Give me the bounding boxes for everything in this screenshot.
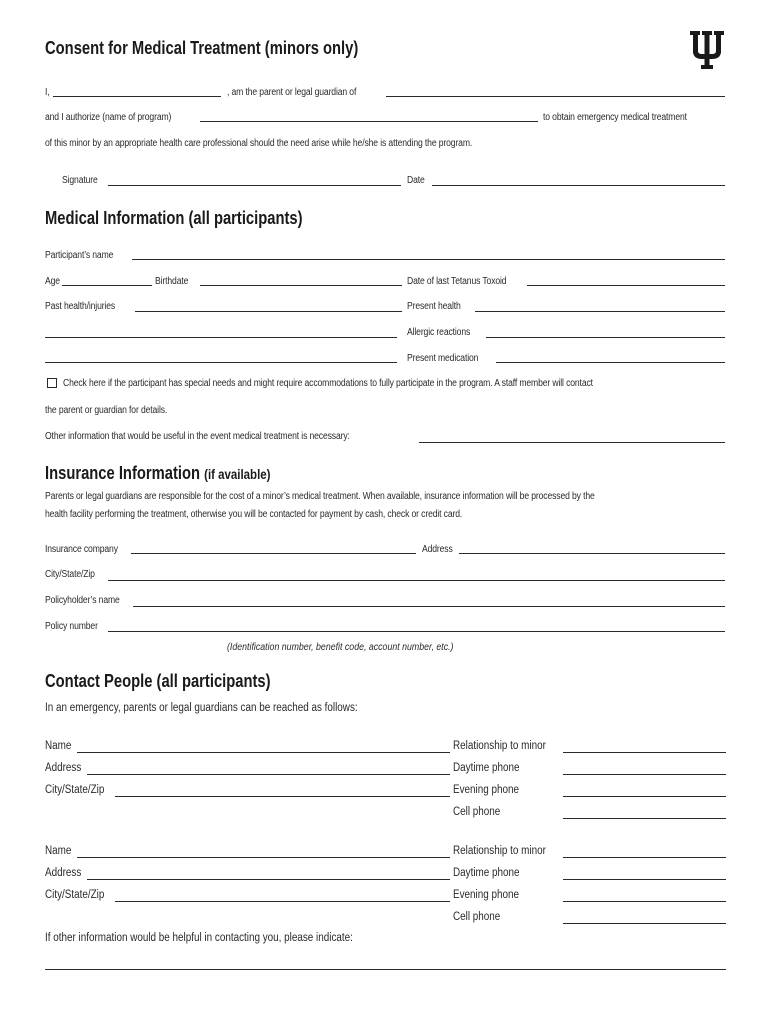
contact-1-relationship-label: Relationship to minor <box>453 740 546 752</box>
consent-i-label: I, <box>45 87 50 98</box>
past-health-field[interactable] <box>135 311 402 312</box>
insurance-desc-1: Parents or legal guardians are responsible for the cost of a minor’s medical treatment. When available, insurance information will be processed by the <box>45 491 595 502</box>
trident-logo-icon <box>690 31 724 73</box>
past-health-field-line-3[interactable] <box>45 362 397 363</box>
insurance-city-label: City/State/Zip <box>45 569 95 580</box>
insurance-title-suffix: (if available) <box>204 466 271 482</box>
birthdate-field[interactable] <box>200 285 402 286</box>
guardian-name-field[interactable] <box>53 96 221 97</box>
consent-program-label: and I authorize (name of program) <box>45 112 172 123</box>
contact-2-daytime-field[interactable] <box>563 879 726 880</box>
contact-2-evening-field[interactable] <box>563 901 726 902</box>
present-health-label: Present health <box>407 301 461 312</box>
past-health-label: Past health/injuries <box>45 301 116 312</box>
contact-2-relationship-field[interactable] <box>563 857 726 858</box>
participant-name-field[interactable] <box>132 259 725 260</box>
program-name-field[interactable] <box>200 121 538 122</box>
policy-number-hint: (Identification number, benefit code, account number, etc.) <box>227 642 454 653</box>
contact-1-evening-field[interactable] <box>563 796 726 797</box>
insurance-company-field[interactable] <box>131 553 416 554</box>
contact-2-cell-field[interactable] <box>563 923 726 924</box>
allergic-field[interactable] <box>486 337 725 338</box>
contact-2-name-field[interactable] <box>77 857 450 858</box>
contact-1-address-field[interactable] <box>87 774 450 775</box>
other-contact-info-label: If other information would be helpful in contacting you, please indicate: <box>45 932 353 944</box>
participant-name-label: Participant’s name <box>45 250 114 261</box>
insurance-desc-2: health facility performing the treatment, otherwise you will be contacted for payment by cash, check or credit card. <box>45 509 463 520</box>
contact-2-daytime-label: Daytime phone <box>453 867 520 879</box>
insurance-company-label: Insurance company <box>45 544 118 555</box>
contact-1-cell-field[interactable] <box>563 818 726 819</box>
allergic-label: Allergic reactions <box>407 327 471 338</box>
policy-number-label: Policy number <box>45 621 98 632</box>
contact-2-address-label: Address <box>45 867 82 879</box>
other-info-label: Other information that would be useful in the event medical treatment is necessary: <box>45 431 350 442</box>
consent-title: Consent for Medical Treatment (minors only) <box>45 38 359 58</box>
special-needs-label: Check here if the participant has special needs and might require accommodations to fully participate in the program. A staff member will contact <box>63 378 593 389</box>
policyholder-label: Policyholder’s name <box>45 595 120 606</box>
medication-label: Present medication <box>407 353 479 364</box>
minor-name-field[interactable] <box>386 96 725 97</box>
policy-number-field[interactable] <box>108 631 725 632</box>
contact-1-city-label: City/State/Zip <box>45 784 105 796</box>
contact-2-city-field[interactable] <box>115 901 450 902</box>
insurance-address-label: Address <box>422 544 453 555</box>
signature-field[interactable] <box>108 185 401 186</box>
contact-2-address-field[interactable] <box>87 879 450 880</box>
past-health-field-line-2[interactable] <box>45 337 397 338</box>
tetanus-label: Date of last Tetanus Toxoid <box>407 276 507 287</box>
other-contact-info-field[interactable] <box>45 969 726 970</box>
contact-2-evening-label: Evening phone <box>453 889 519 901</box>
consent-date-label: Date <box>407 175 425 186</box>
contact-2-city-label: City/State/Zip <box>45 889 105 901</box>
special-needs-label-cont: the parent or guardian for details. <box>45 405 168 416</box>
contact-2-relationship-label: Relationship to minor <box>453 845 546 857</box>
age-field[interactable] <box>62 285 152 286</box>
contact-2-name-label: Name <box>45 845 72 857</box>
insurance-city-field[interactable] <box>108 580 725 581</box>
contact-1-address-label: Address <box>45 762 82 774</box>
contact-1-evening-label: Evening phone <box>453 784 519 796</box>
policyholder-field[interactable] <box>133 606 725 607</box>
age-label: Age <box>45 276 60 287</box>
consent-guardian-label: , am the parent or legal guardian of <box>227 87 357 98</box>
insurance-address-field[interactable] <box>459 553 725 554</box>
consent-date-field[interactable] <box>432 185 725 186</box>
contact-1-daytime-label: Daytime phone <box>453 762 520 774</box>
consent-treatment-label: to obtain emergency medical treatment <box>543 112 687 123</box>
contacts-title: Contact People (all participants) <box>45 671 271 691</box>
contact-2-cell-label: Cell phone <box>453 911 501 923</box>
signature-label: Signature <box>62 175 98 186</box>
contacts-intro: In an emergency, parents or legal guardians can be reached as follows: <box>45 702 358 714</box>
contact-1-relationship-field[interactable] <box>563 752 726 753</box>
contact-1-name-label: Name <box>45 740 72 752</box>
tetanus-field[interactable] <box>527 285 725 286</box>
consent-statement: of this minor by an appropriate health care professional should the need arise while he/she is attending the program. <box>45 138 473 149</box>
medication-field[interactable] <box>496 362 725 363</box>
special-needs-checkbox[interactable] <box>47 378 57 388</box>
contact-1-daytime-field[interactable] <box>563 774 726 775</box>
contact-1-cell-label: Cell phone <box>453 806 501 818</box>
contact-1-city-field[interactable] <box>115 796 450 797</box>
medical-title: Medical Information (all participants) <box>45 208 303 228</box>
birthdate-label: Birthdate <box>155 276 189 287</box>
contact-1-name-field[interactable] <box>77 752 450 753</box>
present-health-field[interactable] <box>475 311 725 312</box>
insurance-title: Insurance Information (if available) <box>45 463 271 483</box>
other-info-field[interactable] <box>419 442 725 443</box>
